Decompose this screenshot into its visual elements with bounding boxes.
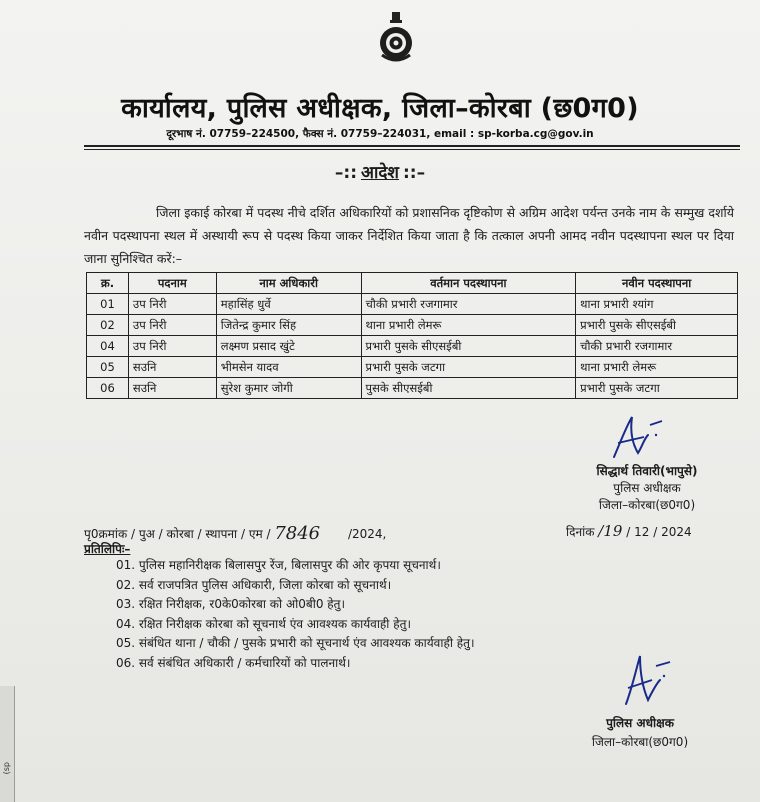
- cell-new-posting: प्रभारी पुसके जटगा: [576, 378, 738, 399]
- col-officer-name: नाम अधिकारी: [216, 273, 361, 294]
- reference-handwritten-number: 7846: [274, 523, 321, 544]
- order-date: [566, 522, 692, 540]
- table-row: [87, 315, 738, 336]
- footer-signatory: [560, 714, 720, 752]
- col-new-posting: नवीन पदस्थापना: [576, 273, 738, 294]
- reference-prefix: पृ0क्रमांक / पुअ / कोरबा / स्थापना / एम /: [84, 527, 271, 541]
- copy-to-list: [116, 556, 475, 674]
- cell-serial: 01: [87, 294, 129, 315]
- order-title-right: ::–: [402, 163, 426, 183]
- cell-new-posting: थाना प्रभारी श्यांग: [576, 294, 738, 315]
- office-title: कार्यालय, पुलिस अधीक्षक, जिला–कोरबा (छ0ग0): [121, 93, 639, 124]
- order-body: जिला इकाई कोरबा में पदस्थ नीचे दर्शित अधिकारियों को प्रशासनिक दृष्टिकोण से अग्रिम आदेश पर्यन्त उनके नाम के सम्मुख दर्शाये नवीन पदस्थापना स्थल में अस्थायी रूप से पदस्थ किया जाकर निर्देशित किया जाता है कि तत्काल अपनी आमद नवीन पदस्थापना स्थल पर दिया जाना सुनिश्चित करें:–: [84, 205, 734, 266]
- copy-to-label: प्रतिलिपिः–: [84, 542, 131, 556]
- margin-scrap: [0, 686, 15, 802]
- date-prefix: दिनांक: [566, 525, 595, 539]
- cell-current-posting: थाना प्रभारी लेमरू: [361, 315, 576, 336]
- signatory-designation: पुलिस अधीक्षक: [613, 481, 681, 495]
- table-header-row: [87, 273, 738, 294]
- signatory-district: जिला–कोरबा(छ0ग0): [598, 498, 696, 512]
- list-item: 01. पुलिस महानिरीक्षक बिलासपुर रेंज, बिलासपुर की ओर कृपया सूचनार्थ।: [116, 558, 441, 572]
- order-title-word: आदेश: [361, 163, 399, 183]
- col-current-posting: वर्तमान पदस्थापना: [361, 273, 576, 294]
- police-emblem-icon: [377, 10, 415, 66]
- cell-new-posting: चौकी प्रभारी रजगामार: [576, 336, 738, 357]
- list-item: 03. रक्षित निरीक्षक, र0के0कोरबा को ओ0बी0 हेतु।: [116, 597, 346, 612]
- margin-note: (sp: [2, 762, 11, 775]
- list-item: 02. सर्व राजपत्रित पुलिस अधिकारी, जिला कोरबा को सूचनार्थ।: [116, 577, 392, 592]
- cell-current-posting: प्रभारी पुसके जटगा: [361, 357, 576, 378]
- table-row: [87, 378, 738, 399]
- cell-current-posting: चौकी प्रभारी रजगामार: [361, 294, 576, 315]
- list-item: 05. संबंधित थाना / चौकी / पुसके प्रभारी को सूचनार्थ एंव आवश्यक कार्यवाही हेतु।: [116, 636, 475, 651]
- footer-district: जिला–कोरबा(छ0ग0): [591, 735, 689, 749]
- cell-new-posting: थाना प्रभारी लेमरू: [576, 357, 738, 378]
- cell-officer-name: भीमसेन यादव: [216, 357, 361, 378]
- signatory-name: सिद्धार्थ तिवारी(भापुसे): [596, 464, 698, 478]
- cell-serial: 02: [87, 315, 129, 336]
- cell-officer-name: लक्ष्मण प्रसाद खुंटे: [216, 336, 361, 357]
- cell-officer-name: महासिंह धुर्वे: [216, 294, 361, 315]
- cell-officer-name: जितेन्द्र कुमार सिंह: [216, 315, 361, 336]
- cell-rank: उप निरी: [128, 315, 216, 336]
- cell-rank: उप निरी: [128, 294, 216, 315]
- order-title-left: –::: [334, 163, 358, 183]
- cell-serial: 04: [87, 336, 129, 357]
- date-day-handwritten: /19: [598, 522, 623, 540]
- list-item: 06. सर्व संबंधित अधिकारी / कर्मचारियों को पालनार्थ।: [116, 655, 351, 670]
- cell-new-posting: प्रभारी पुसके सीएसईबी: [576, 315, 738, 336]
- col-serial: क्र.: [87, 273, 129, 294]
- posting-table: [86, 272, 738, 399]
- cell-rank: उप निरी: [128, 336, 216, 357]
- cell-rank: सउनि: [128, 357, 216, 378]
- list-item: 04. रक्षित निरीक्षक कोरबा को सूचनार्थ एंव आवश्यक कार्यवाही हेतु।: [116, 616, 411, 631]
- order-title: [0, 160, 760, 183]
- header-rule: [84, 145, 740, 147]
- header-rule-thin: [84, 149, 740, 150]
- table-row: [87, 336, 738, 357]
- date-rest: / 12 / 2024: [626, 525, 692, 539]
- signature-icon: [618, 652, 674, 710]
- cell-serial: 06: [87, 378, 129, 399]
- signature-icon: [608, 413, 668, 463]
- footer-title: पुलिस अधीक्षक: [606, 716, 674, 730]
- reference-suffix: /2024,: [347, 527, 387, 541]
- col-rank: पदनाम: [128, 273, 216, 294]
- cell-current-posting: पुसके सीएसईबी: [361, 378, 576, 399]
- table-row: [87, 357, 738, 378]
- cell-rank: सउनि: [128, 378, 216, 399]
- cell-serial: 05: [87, 357, 129, 378]
- cell-current-posting: प्रभारी पुसके सीएसईबी: [361, 336, 576, 357]
- signatory-block: [562, 463, 732, 514]
- table-row: [87, 294, 738, 315]
- cell-officer-name: सुरेश कुमार जोगी: [216, 378, 361, 399]
- contact-line: दूरभाष नं. 07759–224500, फैक्स नं. 07759–224031, email : sp-korba.cg@gov.in: [166, 128, 594, 140]
